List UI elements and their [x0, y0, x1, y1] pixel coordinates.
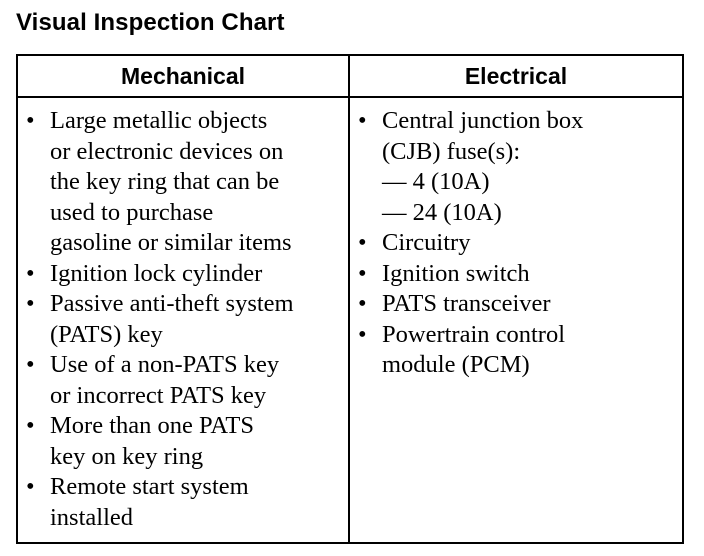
column-header-mechanical: Mechanical — [18, 56, 350, 98]
mechanical-item — [26, 411, 348, 472]
bullet-icon: • — [26, 290, 35, 317]
mechanical-item-line: (PATS) key — [50, 320, 163, 348]
bullet-icon: • — [26, 412, 35, 439]
electrical-item — [358, 259, 682, 290]
mechanical-item-line: Use of a non-PATS key — [50, 351, 280, 378]
mechanical-item-line: installed — [50, 503, 134, 531]
bullet-icon: • — [26, 351, 35, 378]
electrical-column — [350, 98, 682, 544]
mechanical-item — [26, 259, 348, 290]
electrical-list — [358, 106, 682, 381]
electrical-item — [358, 228, 682, 259]
mechanical-item-line: or electronic devices on — [50, 137, 284, 165]
chart-title: Visual Inspection Chart — [16, 9, 285, 36]
electrical-item-line: — 24 (10A) — [382, 198, 502, 226]
electrical-item-line: PATS transceiver — [382, 290, 551, 317]
column-header-electrical: Electrical — [350, 56, 682, 98]
electrical-item-line: Central junction box — [382, 107, 584, 134]
electrical-item — [358, 320, 682, 381]
mechanical-item-line: Ignition lock cylinder — [50, 259, 263, 287]
bullet-icon: • — [358, 320, 367, 348]
electrical-item-line: module (PCM) — [382, 351, 530, 378]
mechanical-item — [26, 289, 348, 350]
mechanical-item-line: or incorrect PATS key — [50, 381, 267, 409]
bullet-icon: • — [26, 473, 35, 500]
mechanical-item-line: gasoline or similar items — [50, 229, 292, 256]
mechanical-item — [26, 106, 348, 259]
mechanical-item — [26, 350, 348, 411]
bullet-icon: • — [358, 259, 367, 287]
mechanical-item-line: Passive anti-theft system — [50, 290, 294, 317]
mechanical-item-line: Large metallic objects — [50, 107, 268, 134]
mechanical-item-line: the key ring that can be — [50, 168, 280, 195]
electrical-item — [358, 106, 682, 228]
bullet-icon: • — [358, 229, 367, 256]
mechanical-item-line: Remote start system — [50, 473, 249, 500]
electrical-item-line: Powertrain control — [382, 320, 566, 348]
mechanical-item-line: used to purchase — [50, 198, 214, 226]
mechanical-list — [26, 106, 348, 533]
electrical-item-line: (CJB) fuse(s): — [382, 137, 521, 165]
electrical-item-line: Circuitry — [382, 229, 471, 256]
electrical-item — [358, 289, 682, 320]
bullet-icon: • — [26, 259, 35, 287]
electrical-item-line: — 4 (10A) — [382, 168, 490, 195]
bullet-icon: • — [358, 290, 367, 317]
mechanical-column — [18, 98, 350, 544]
electrical-item-line: Ignition switch — [382, 259, 530, 287]
mechanical-item — [26, 472, 348, 533]
mechanical-item-line: key on key ring — [50, 442, 204, 470]
mechanical-item-line: More than one PATS — [50, 412, 254, 439]
bullet-icon: • — [358, 107, 367, 134]
bullet-icon: • — [26, 107, 35, 134]
inspection-table — [16, 54, 684, 544]
